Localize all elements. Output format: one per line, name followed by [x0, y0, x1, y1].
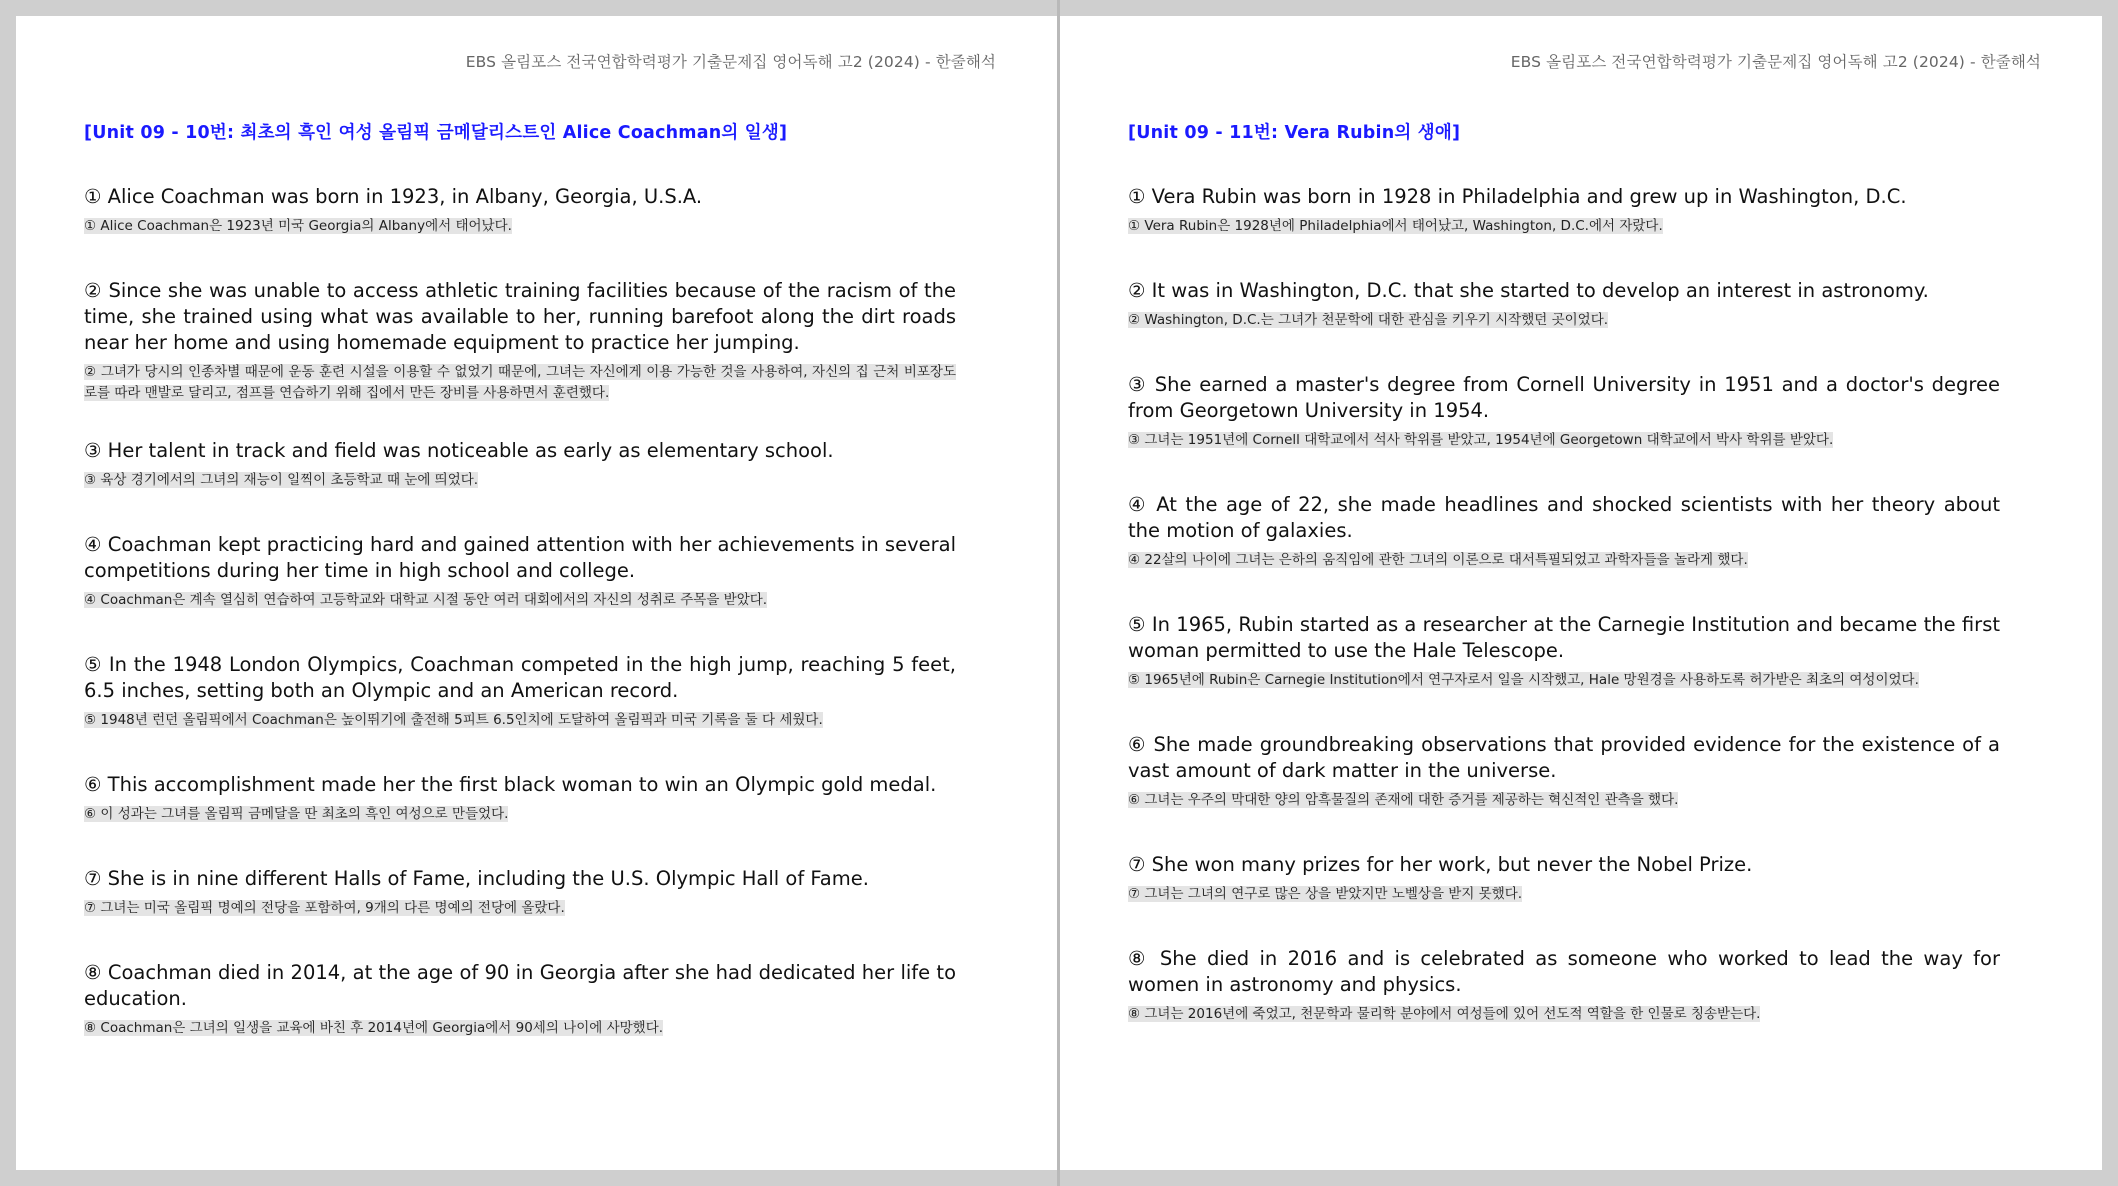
sentence-item [1128, 612, 2000, 732]
korean-translation: ② Washington, D.C.는 그녀가 천문학에 대한 관심을 키우기 시작했던 곳이었다. [1128, 312, 1609, 328]
english-sentence: ③ Her talent in track and field was noticeable as early as elementary school. [84, 439, 834, 462]
sentence-item [1128, 492, 2000, 612]
sentence-item [84, 652, 956, 772]
english-sentence: ① Alice Coachman was born in 1923, in Albany, Georgia, U.S.A. [84, 185, 703, 208]
sentence-item [1128, 278, 2000, 372]
english-sentence: ② It was in Washington, D.C. that she started to develop an interest in astronomy. [1128, 279, 1929, 302]
sentence-item [84, 438, 956, 532]
unit-title: [Unit 09 - 11번: Vera Rubin의 생애] [1128, 123, 1461, 143]
sentence-item [84, 532, 956, 652]
page-header: EBS 올림포스 전국연합학력평가 기출문제집 영어독해 고2 (2024) - 한줄해석 [1510, 53, 2041, 71]
korean-translation: ④ 22살의 나이에 그녀는 은하의 움직임에 관한 그녀의 이론으로 대서특필되었고 과학자들을 놀라게 했다. [1128, 552, 1748, 568]
sentence-item [84, 866, 956, 960]
korean-translation: ⑥ 이 성과는 그녀를 올림픽 금메달을 딴 최초의 흑인 여성으로 만들었다. [84, 806, 509, 822]
english-sentence: ⑤ In the 1948 London Olympics, Coachman competed in the high jump, reaching 5 feet, 6.5 inches, setting both an Olympic and an American record. [84, 653, 956, 702]
sentence-item [1128, 372, 2000, 492]
sentence-item [1128, 852, 2000, 946]
korean-translation: ⑤ 1965년에 Rubin은 Carnegie Institution에서 연구자로서 일을 시작했고, Hale 망원경을 사용하도록 허가받은 최초의 여성이었다. [1128, 672, 1919, 688]
english-sentence: ⑤ In 1965, Rubin started as a researcher at the Carnegie Institution and became the first woman permitted to use the Hale Telescope. [1128, 613, 2000, 662]
sentence-item [1128, 184, 2000, 278]
sentence-item [1128, 946, 2000, 1040]
sentence-item [84, 772, 956, 866]
sentence-item [1128, 732, 2000, 852]
korean-translation: ① Vera Rubin은 1928년에 Philadelphia에서 태어났고, Washington, D.C.에서 자랐다. [1128, 218, 1663, 234]
english-sentence: ⑧ Coachman died in 2014, at the age of 90 in Georgia after she had dedicated her life to education. [84, 961, 956, 1010]
korean-translation: ⑦ 그녀는 미국 올림픽 명예의 전당을 포함하여, 9개의 다른 명예의 전당에 올랐다. [84, 900, 565, 916]
english-sentence: ③ She earned a master's degree from Cornell University in 1951 and a doctor's degree from Georgetown University in 1954. [1128, 373, 2000, 422]
left-page [16, 16, 1057, 1170]
korean-translation: ⑦ 그녀는 그녀의 연구로 많은 상을 받았지만 노벨상을 받지 못했다. [1128, 886, 1523, 902]
korean-translation: ② 그녀가 당시의 인종차별 때문에 운동 훈련 시설을 이용할 수 없었기 때문에, 그녀는 자신에게 이용 가능한 것을 사용하여, 자신의 집 근처 비포장도로를 따라 맨발로 달리고, 점프를 연습하기 위해 집에서 만든 장비를 사용하면서 훈련했다. [84, 364, 956, 401]
korean-translation: ① Alice Coachman은 1923년 미국 Georgia의 Albany에서 태어났다. [84, 218, 512, 234]
korean-translation: ④ Coachman은 계속 열심히 연습하여 고등학교와 대학교 시절 동안 여러 대회에서의 자신의 성취로 주목을 받았다. [84, 592, 768, 608]
english-sentence: ⑦ She is in nine different Halls of Fame, including the U.S. Olympic Hall of Fame. [84, 867, 869, 890]
english-sentence: ⑧ She died in 2016 and is celebrated as someone who worked to lead the way for women in astronomy and physics. [1128, 947, 2000, 996]
sentence-item [84, 184, 956, 278]
sentence-list [84, 184, 956, 1054]
sentence-item [84, 278, 956, 438]
english-sentence: ⑦ She won many prizes for her work, but never the Nobel Prize. [1128, 853, 1753, 876]
korean-translation: ③ 육상 경기에서의 그녀의 재능이 일찍이 초등학교 때 눈에 띄었다. [84, 472, 479, 488]
sentence-list [1128, 184, 2000, 1040]
korean-translation: ⑧ 그녀는 2016년에 죽었고, 천문학과 물리학 분야에서 여성들에 있어 선도적 역할을 한 인물로 칭송받는다. [1128, 1006, 1761, 1022]
english-sentence: ⑥ She made groundbreaking observations that provided evidence for the existence of a vast amount of dark matter in the universe. [1128, 733, 2000, 782]
sentence-item [84, 960, 956, 1054]
right-page [1060, 16, 2102, 1170]
english-sentence: ④ At the age of 22, she made headlines and shocked scientists with her theory about the motion of galaxies. [1128, 493, 2000, 542]
korean-translation: ③ 그녀는 1951년에 Cornell 대학교에서 석사 학위를 받았고, 1954년에 Georgetown 대학교에서 박사 학위를 받았다. [1128, 432, 1834, 448]
page-header: EBS 올림포스 전국연합학력평가 기출문제집 영어독해 고2 (2024) - 한줄해석 [465, 53, 996, 71]
korean-translation: ⑤ 1948년 런던 올림픽에서 Coachman은 높이뛰기에 출전해 5피트 6.5인치에 도달하여 올림픽과 미국 기록을 둘 다 세웠다. [84, 712, 823, 728]
korean-translation: ⑧ Coachman은 그녀의 일생을 교육에 바친 후 2014년에 Georgia에서 90세의 나이에 사망했다. [84, 1020, 664, 1036]
english-sentence: ① Vera Rubin was born in 1928 in Philadelphia and grew up in Washington, D.C. [1128, 185, 1907, 208]
korean-translation: ⑥ 그녀는 우주의 막대한 양의 암흑물질의 존재에 대한 증거를 제공하는 혁신적인 관측을 했다. [1128, 792, 1679, 808]
unit-title: [Unit 09 - 10번: 최초의 흑인 여성 올림픽 금메달리스트인 Alice Coachman의 일생] [84, 123, 788, 143]
english-sentence: ⑥ This accomplishment made her the first black woman to win an Olympic gold medal. [84, 773, 937, 796]
english-sentence: ④ Coachman kept practicing hard and gained attention with her achievements in several competitions during her time in high school and college. [84, 533, 956, 582]
english-sentence: ② Since she was unable to access athletic training facilities because of the racism of the time, she trained using what was available to her, running barefoot along the dirt roads near her home and using homemade equipment to practice her jumping. [84, 279, 956, 354]
